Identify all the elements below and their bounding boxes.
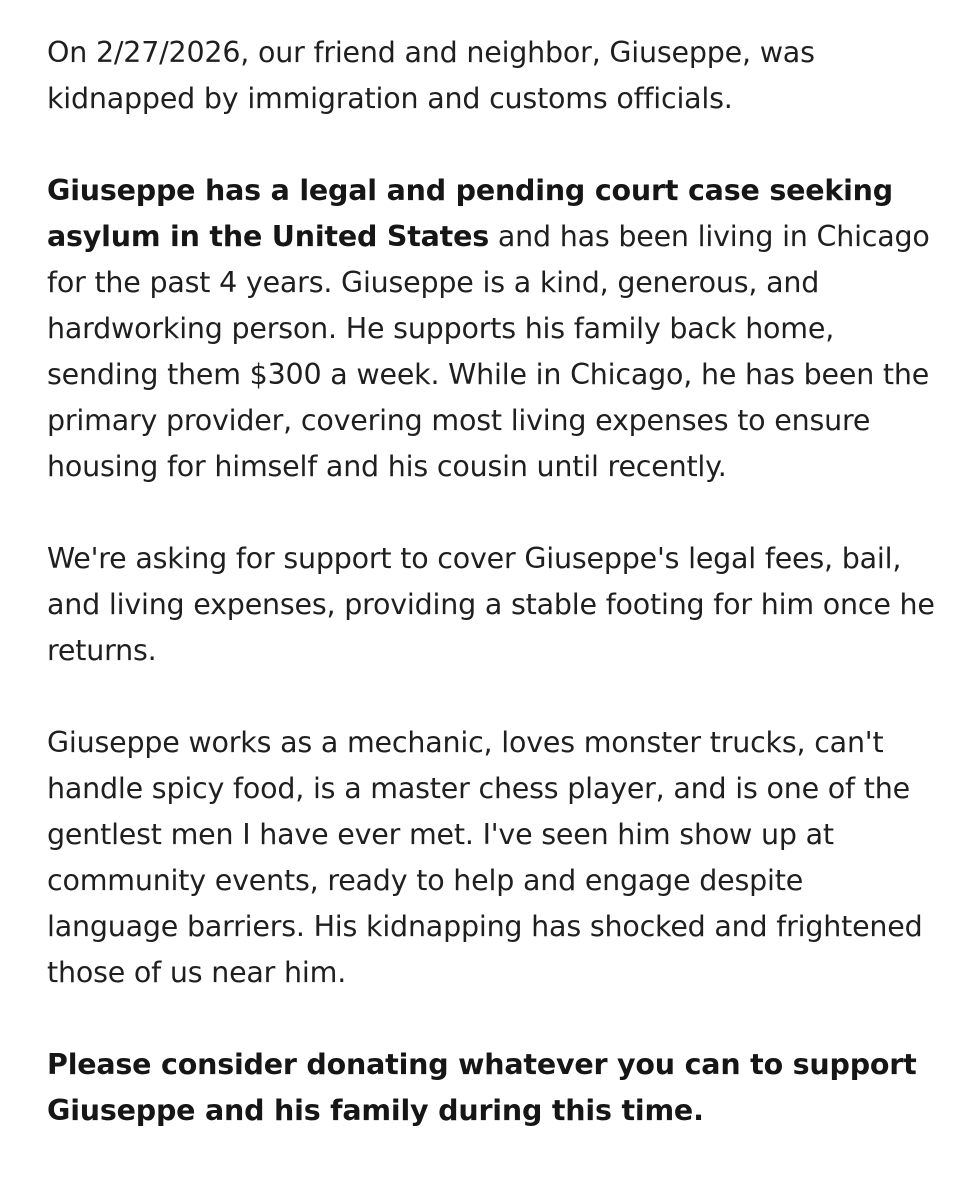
paragraph-personal-description: Giuseppe works as a mechanic, loves monster trucks, can't handle spicy food, is a master chess player, and is one of the gentlest men I have ever met. I've seen him show up at community events, ready to help and engage despite language barriers. His kidnapping has shocked and frightened those of us near him.: [47, 726, 923, 989]
background-text: and has been living in Chicago for the past 4 years. Giuseppe is a kind, generous, and hardworking person. He supports his family back home, sending them $300 a week. While in Chicago, he has been the primary provider, covering most living expenses to ensure housing for himself and his cousin until recently.: [47, 220, 930, 483]
paragraph-background: [47, 168, 940, 490]
paragraph-kidnapping-notice: On 2/27/2026, our friend and neighbor, Giuseppe, was kidnapped by immigration and customs officials.: [47, 36, 815, 115]
donation-appeal-text: Please consider donating whatever you can to support Giuseppe and his family during this time.: [47, 1048, 917, 1127]
paragraph-donation-appeal: [47, 1042, 940, 1134]
paragraph-support-request: We're asking for support to cover Giuseppe's legal fees, bail, and living expenses, providing a stable footing for him once he returns.: [47, 542, 935, 667]
asylum-case-highlight: Giuseppe has a legal and pending court case seeking asylum in the United States: [47, 174, 893, 253]
